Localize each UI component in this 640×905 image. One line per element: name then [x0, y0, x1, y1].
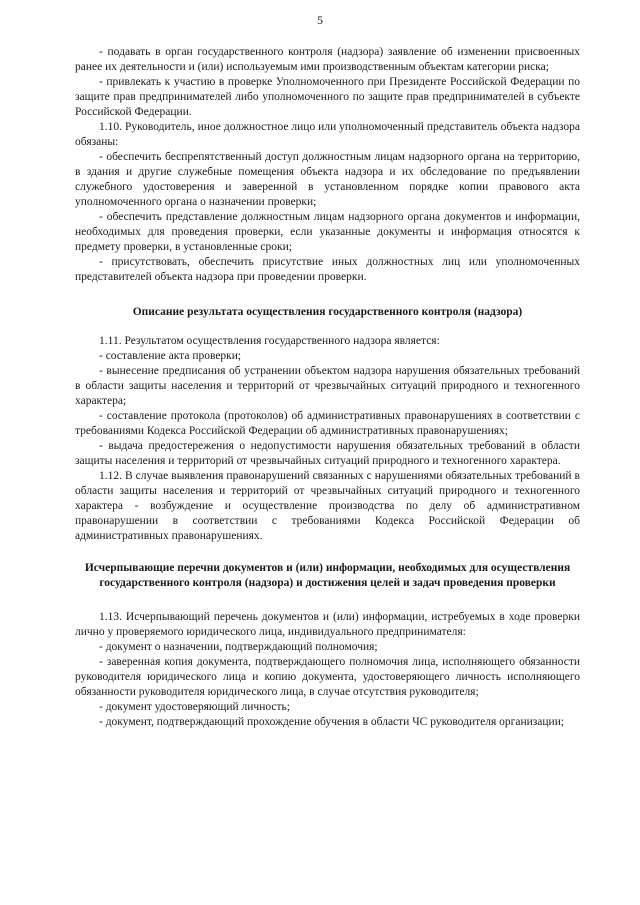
section-heading-result: Описание результата осуществления государственного контроля (надзора) — [132, 306, 523, 318]
page-number: 5 — [317, 13, 323, 27]
paragraph-identity-document: - документ удостоверяющий личность; — [99, 701, 290, 713]
paragraph-1-12-violations: 1.12. В случае выявления правонарушений связанных с нарушениями обязательных требований в области защиты населения и территорий от чрезвычайных ситуаций природного и техногенного характера - возбуждение и осуществление производства по делу об административном правонарушении в соответствии с требованиями Кодекса Российской Федерации об административных правонарушениях. — [75, 470, 580, 542]
paragraph-inspection-act: - составление акта проверки; — [99, 350, 242, 362]
paragraph-1-13-document-list: 1.13. Исчерпывающий перечень документов и (или) информации, истребуемых в ходе проверки лично у проверяемого юридического лица, индивидуального предпринимателя: — [75, 611, 580, 638]
document-body — [75, 45, 580, 730]
paragraph-request-risk-category-change: - подавать в орган государственного контроля (надзора) заявление об изменении присвоенных ранее их деятельности и (или) используемым ими производственным объектам категории риска; — [75, 46, 580, 73]
paragraph-training-document: - документ, подтверждающий прохождение обучения в области ЧС руководителя организации; — [99, 716, 565, 728]
paragraph-1-10-obligations: 1.10. Руководитель, иное должностное лицо или уполномоченный представитель объекта надзора обязаны: — [75, 121, 580, 148]
paragraph-1-11-result: 1.11. Результатом осуществления государственного надзора является: — [99, 335, 440, 347]
section-heading-document-lists: Исчерпывающие перечни документов и (или) информации, необходимых для осуществления государственного контроля (надзора) и достижения целей и задач проведения проверки — [84, 562, 571, 589]
paragraph-protocol: - составление протокола (протоколов) об административных правонарушениях в соответствии с требованиями Кодекса Российской Федерации об административных правонарушениях; — [75, 410, 580, 437]
paragraph-ensure-presence: - присутствовать, обеспечить присутствие иных должностных лиц или уполномоченных представителей объекта надзора при проведении проверки. — [75, 256, 580, 283]
paragraph-involve-ombudsman: - привлекать к участию в проверке Уполномоченного при Президенте Российской Федерации по защите прав предпринимателей либо уполномоченного по защите прав предпринимателей в субъекте Российской Федерации. — [75, 76, 580, 118]
paragraph-appointment-document: - документ о назначении, подтверждающий полномочия; — [99, 641, 378, 653]
paragraph-certified-copy: - заверенная копия документа, подтверждающего полномочия лица, исполняющего обязанности руководителя юридического лица и копию документа, удостоверяющего личность исполняющего обязанности руководителя юридического лица, в случае отсутствия руководителя; — [75, 656, 580, 698]
paragraph-provide-documents: - обеспечить представление должностным лицам надзорного органа документов и информации, необходимых для проведения проверки, если указанные документы и информация относятся к предмету проверки, в установленные сроки; — [75, 211, 580, 253]
paragraph-provide-access: - обеспечить беспрепятственный доступ должностным лицам надзорного органа на территорию, в здания и другие служебные помещения объекта надзора и их обследование по предъявлении служебного удостоверения и заверенной в установленном порядке копии правового акта уполномоченного органа о назначении проверки; — [75, 151, 580, 208]
paragraph-warning: - выдача предостережения о недопустимости нарушения обязательных требований в области защиты населения и территорий от чрезвычайных ситуаций природного и техногенного характера. — [75, 440, 580, 467]
paragraph-prescription: - вынесение предписания об устранении объектом надзора нарушения обязательных требований в области защиты населения и территорий от чрезвычайных ситуаций природного и техногенного характера; — [75, 365, 580, 407]
